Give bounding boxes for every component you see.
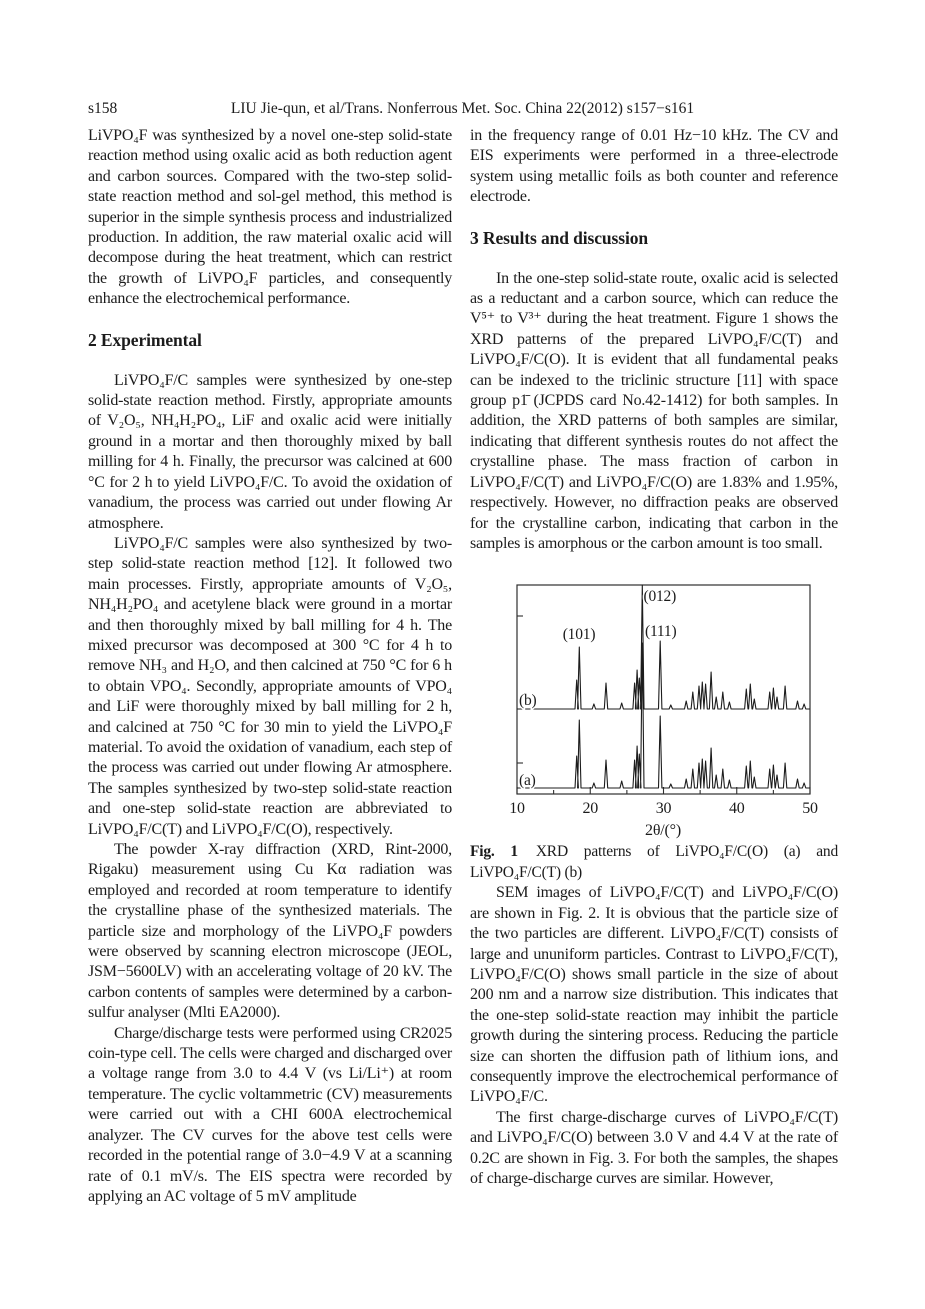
xrd-trace-a xyxy=(517,643,810,788)
page-number: s158 xyxy=(88,100,118,117)
figure-caption-text: XRD patterns of LiVPO₄F/C(O) (a) and LiVPO₄F/C(T) (b) xyxy=(470,843,838,881)
x-tick-label-50: 50 xyxy=(802,800,818,818)
paragraph-characterization: The powder X-ray diffraction (XRD, Rint-2000, Rigaku) measurement using Cu Kα radiation was employed and recorded at room temperature to identify the crystalline phase of the synthesized materials. The particle size and morphology of the LiVPO₄F powders were observed by scanning electron microscope (JEOL, JSM−5600LV) with an accelerating voltage of 20 kV. The carbon contents of samples were determined by a carbon-sulfur analyser (Mlti EA2000). xyxy=(88,841,452,1022)
figure-caption-label: Fig. 1 xyxy=(470,843,518,861)
x-tick-label-10: 10 xyxy=(509,800,525,818)
paragraph-frequency: in the frequency range of 0.01 Hz−10 kHz. The CV and EIS experiments were performed in a three-electrode system using metallic foils as both counter and reference electrode. xyxy=(470,127,838,206)
peak-label-012: (012) xyxy=(643,588,677,606)
right-column xyxy=(470,126,838,1189)
running-title: LIU Jie-qun, et al/Trans. Nonferrous Met. Soc. China 22(2012) s157−s161 xyxy=(230,100,695,117)
series-label-b: (b) xyxy=(519,692,537,710)
left-column xyxy=(88,126,452,1207)
paragraph-first-charge: The first charge-discharge curves of LiVPO₄F/C(T) and LiVPO₄F/C(O) between 3.0 V and 4.4 V at the rate of 0.2C are shown in Fig. 3. For both the samples, the shapes of charge-discharge curves are similar. However, xyxy=(470,1108,838,1187)
paragraph-two-step: LiVPO₄F/C samples were also synthesized by two-step solid-state reaction method [12]. It followed two main processes. Firstly, appropriate amounts of V₂O₅, NH₄H₂PO₄ and acetylene black were ground in a mortar and then thoroughly mixed by ball milling for 4 h. The mixed precursor was decomposed at 300 °C for 4 h to remove NH₃ and H₂O, and then calcined at 750 °C for 6 h to obtain VPO₄. Secondly, appropriate amounts of VPO₄ and LiF were thoroughly mixed by ball milling for 2 h, and calcined at 750 °C for 30 min to yield the LiVPO₄F material. To avoid the oxidation of vanadium, each step of the process was carried out under flowing Ar atmosphere. The samples synthesized by two-step solid-state reaction and one-step solid-state reaction are abbreviated to LiVPO₄F/C(T) and LiVPO₄F/C(O), respectively. xyxy=(88,534,452,838)
x-axis-label: 2θ/(°) xyxy=(645,822,681,840)
paragraph-sem: SEM images of LiVPO₄F/C(T) and LiVPO₄F/C(O) are shown in Fig. 2. It is obvious that the particle size of the two particles are different. LiVPO₄F/C(T) consists of large and ununiform particles. Contrast to LiVPO₄F/C(T), LiVPO₄F/C(O) shows small particle in the size of about 200 nm and a narrow size distribution. This indicates that the one-step solid-state reaction may inhibit the particle growth during the sintering process. Reducing the particle size can shorten the diffusion path of lithium ions, and consequently improve the electrochemical performance of LiVPO₄F/C. xyxy=(470,884,838,1106)
peak-label-111: (111) xyxy=(645,623,677,641)
x-tick-label-20: 20 xyxy=(582,800,599,818)
figure-1-caption xyxy=(470,842,838,883)
xrd-plot xyxy=(470,570,838,842)
section-heading-experimental: 2 Experimental xyxy=(88,329,202,350)
paragraph-xrd-discussion: In the one-step solid-state route, oxalic acid is selected as a reductant and a carbon source, which can reduce the V⁵⁺ to V³⁺ during the heat treatment. Figure 1 shows the XRD patterns of the prepared LiVPO₄F/C(T) and LiVPO₄F/C(O). It is evident that all fundamental peaks can be indexed to the triclinic structure [11] with space group p1̄ (JCPDS card No.42-1412) for both samples. In addition, the XRD patterns of both samples are similar, indicating that different synthesis routes do not affect the crystalline phase. The mass fraction of carbon in LiVPO₄F/C(T) and LiVPO₄F/C(O) are 1.83% and 1.95%, respectively. However, no diffraction peaks are observed for the crystalline carbon, indicating that carbon in the samples is amorphous or the carbon amount is too small. xyxy=(470,269,838,552)
peak-label-101: (101) xyxy=(562,626,596,644)
x-tick-label-40: 40 xyxy=(728,800,745,818)
series-label-a: (a) xyxy=(519,772,536,790)
paragraph-intro: LiVPO₄F was synthesized by a novel one-step solid-state reaction method using oxalic acid as both reduction agent and carbon sources. Compared with the two-step solid-state reaction method and sol-gel method, this method is superior in the simple synthesis process and industrialized production. In addition, the raw material oxalic acid will decompose during the heat treatment, which can restrict the growth of LiVPO₄F particles, and consequently enhance the electrochemical performance. xyxy=(88,127,452,308)
section-heading-results: 3 Results and discussion xyxy=(470,227,649,248)
x-tick-label-30: 30 xyxy=(655,800,672,818)
plot-frame xyxy=(517,585,810,794)
paragraph-one-step: LiVPO₄F/C samples were synthesized by one-step solid-state reaction method. Firstly, appropriate amounts of V₂O₅, NH₄H₂PO₄, LiF and oxalic acid were initially ground in a mortar and then thoroughly mixed by ball milling for 4 h. Finally, the precursor was calcined at 600 °C for 2 h to yield LiVPO₄F/C. To avoid the oxidation of vanadium, the process was carried out under flowing Ar atmosphere. xyxy=(88,371,452,532)
figure-1-xrd-chart xyxy=(470,570,838,842)
xrd-traces xyxy=(517,585,810,788)
paragraph-charge-tests: Charge/discharge tests were performed using CR2025 coin-type cell. The cells were charged and discharged over a voltage range from 3.0 to 4.4 V (vs Li/Li⁺) at room temperature. The cyclic voltammetric (CV) measurements were carried out with a CHI 600A electrochemical analyzer. The CV curves for the above test cells were recorded in the potential range of 3.0−4.9 V at a scanning rate of 0.1 mV/s. The EIS spectra were recorded by applying an AC voltage of 5 mV amplitude xyxy=(88,1024,452,1205)
running-header xyxy=(0,100,925,122)
